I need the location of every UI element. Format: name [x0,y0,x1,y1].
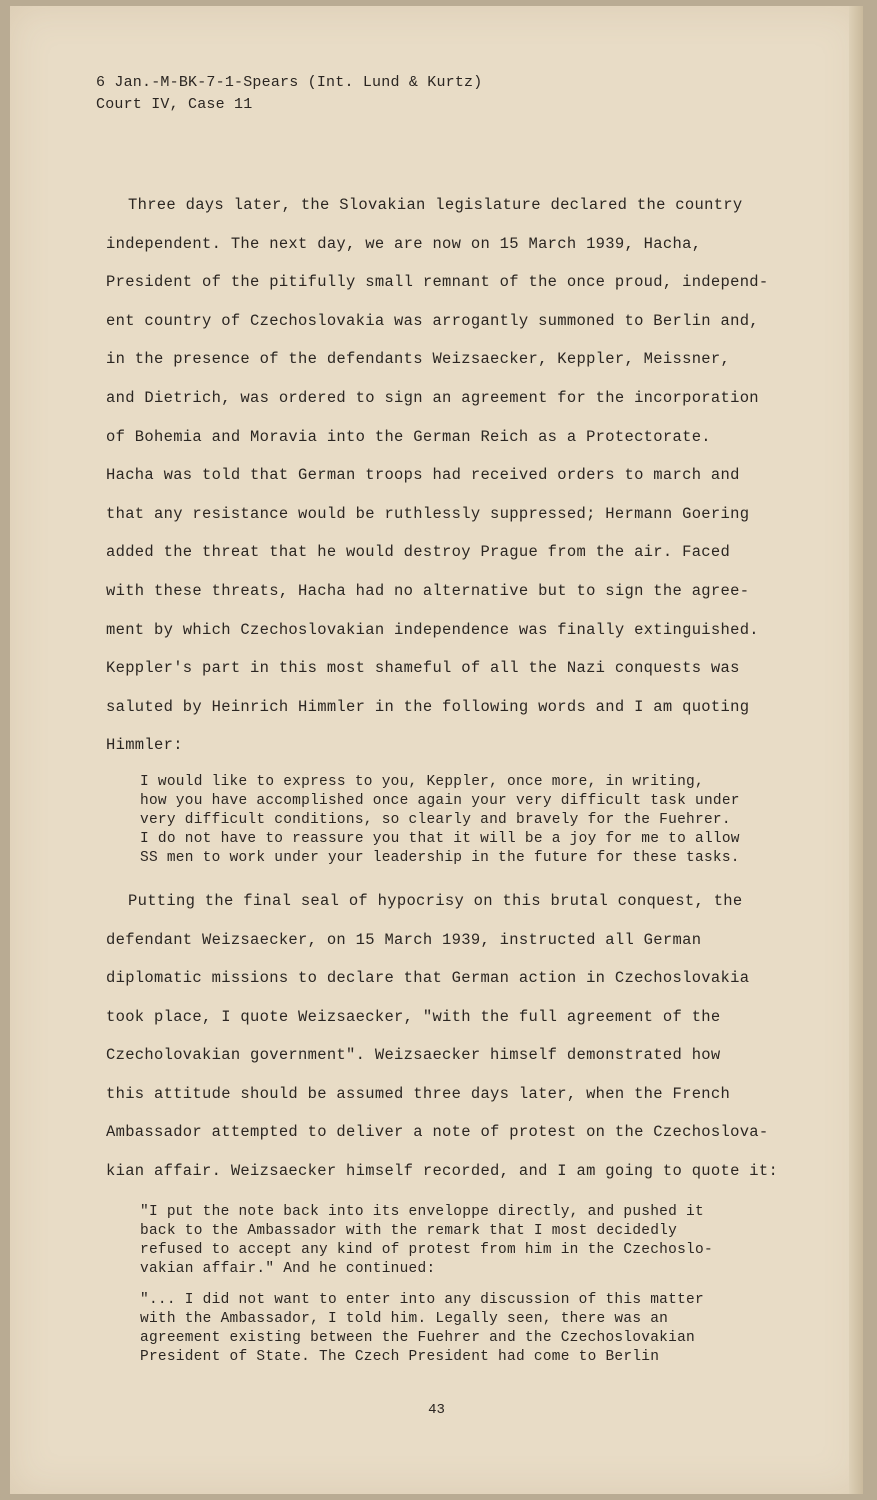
spacer [106,868,806,882]
text-line: saluted by Heinrich Himmler in the following words and I am quoting [106,697,750,716]
text-line: defendant Weizsaecker, on 15 March 1939, instructed all German [106,930,702,949]
text-line: kian affair. Weizsaecker himself recorded, and I am going to quote it: [106,1162,779,1181]
quote-line: with the Ambassador, I told him. Legally seen, there was an [140,1310,669,1327]
text-line: Three days later, the Slovakian legislature declared the country [128,196,743,214]
text-line: independent. The next day, we are now on 15 March 1939, Hacha, [106,234,702,253]
quote-line: vakian affair." And he continued: [140,1260,436,1277]
himmler-quote [106,773,806,868]
text-line: ent country of Czechoslovakia was arrogantly summoned to Berlin and, [106,311,759,330]
text-line: that any resistance would be ruthlessly suppressed; Hermann Goering [106,504,750,523]
weizsaecker-quote-2 [106,1291,806,1367]
text-line: and Dietrich, was ordered to sign an agreement for the incorporation [106,388,759,407]
text-line: took place, I quote Weizsaecker, "with the full agreement of the [106,1007,721,1026]
text-line: in the presence of the defendants Weizsaecker, Keppler, Meissner, [106,350,731,369]
quote-line: very difficult conditions, so clearly and bravely for the Fuehrer. [140,811,731,828]
quote-line: I do not have to reassure you that it will be a joy for me to allow [140,830,740,847]
text-line: President of the pitifully small remnant of the once proud, independ- [106,273,769,292]
text-line: Himmler: [106,736,183,755]
quote-line: agreement existing between the Fuehrer and the Czechoslovakian [140,1329,695,1346]
quote-line: back to the Ambassador with the remark that I most decidedly [140,1222,678,1239]
quote-line: I would like to express to you, Keppler, once more, in writing, [140,773,704,790]
text-line: of Bohemia and Moravia into the German Reich as a Protectorate. [106,427,711,446]
quote-line: how you have accomplished once again your very difficult task under [140,792,740,809]
weizsaecker-quote-1 [106,1203,806,1279]
text-line: diplomatic missions to declare that German action in Czechoslovakia [106,969,750,988]
quote-line: "... I did not want to enter into any discussion of this matter [140,1291,704,1308]
page-number: 43 [428,1402,445,1418]
page-edge [849,6,863,1494]
header-line-1: 6 Jan.-M-BK-7-1-Spears (Int. Lund & Kurtz) [96,74,483,91]
paragraph-2 [106,882,806,1191]
text-line: with these threats, Hacha had no alternative but to sign the agree- [106,581,750,600]
text-line: ment by which Czechoslovakian independence was finally extinguished. [106,620,759,639]
text-line: added the threat that he would destroy Prague from the air. Faced [106,543,731,562]
document-page [10,6,863,1494]
quote-line: President of State. The Czech President had come to Berlin [140,1348,660,1365]
text-line: Putting the final seal of hypocrisy on this brutal conquest, the [128,891,743,910]
body-text [106,186,806,1367]
quote-line: "I put the note back into its enveloppe directly, and pushed it [140,1203,704,1220]
quote-line: refused to accept any kind of protest from him in the Czechoslo- [140,1241,713,1258]
text-line: Hacha was told that German troops had received orders to march and [106,466,740,485]
text-line: Keppler's part in this most shameful of all the Nazi conquests was [106,659,740,678]
text-line: Czecholovakian government". Weizsaecker himself demonstrated how [106,1046,721,1065]
text-line: Ambassador attempted to deliver a note of protest on the Czechoslova- [106,1123,769,1142]
header [96,72,482,116]
paragraph-1 [106,186,806,765]
quote-line: SS men to work under your leadership in the future for these tasks. [140,849,740,866]
text-line: this attitude should be assumed three days later, when the French [106,1084,731,1103]
header-line-2: Court IV, Case 11 [96,96,253,113]
